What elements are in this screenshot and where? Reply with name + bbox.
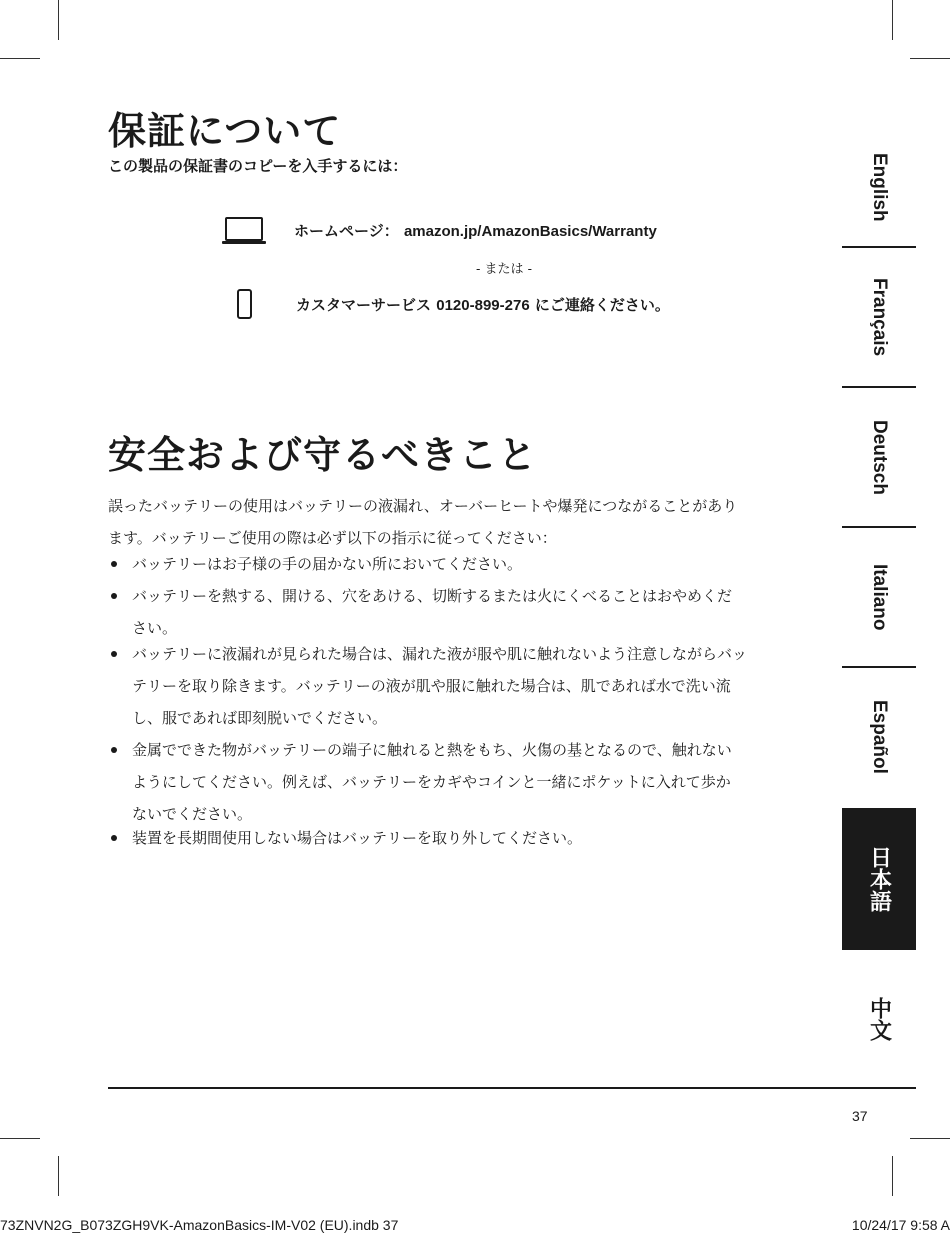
bullet-line: バッテリーを熱する、開ける、穴をあける、切断するまたは火にくべることはおやめくだ xyxy=(132,587,733,605)
crop-mark xyxy=(0,1138,40,1139)
lang-tab-chinese[interactable] xyxy=(842,960,916,1078)
lang-tab-espanol[interactable] xyxy=(842,668,916,806)
bullet-item xyxy=(108,734,808,830)
crop-mark xyxy=(0,58,40,59)
lang-tab-label: Français xyxy=(869,277,890,357)
bullet-line: ようにしてください。例えば、バッテリーをカギやコインと一緒にポケットに入れて歩か xyxy=(132,773,731,791)
bullet-item xyxy=(108,548,808,580)
print-slug-date: 10/24/17 9:58 A xyxy=(851,1217,950,1233)
phone-row xyxy=(222,286,670,322)
bullet-dot xyxy=(111,835,117,841)
footer-rule xyxy=(108,1087,916,1089)
lang-tab-label: Italiano xyxy=(869,563,890,631)
lang-tab-deutsch[interactable] xyxy=(842,388,916,526)
crop-mark xyxy=(58,1156,59,1196)
bullet-line: さい。 xyxy=(132,619,178,637)
safety-title: 安全および守るべきこと xyxy=(108,432,538,477)
lang-tab-label: English xyxy=(869,152,890,222)
safety-intro xyxy=(108,490,808,554)
lang-tab-label: 日本語 xyxy=(866,846,892,912)
lang-tab-italiano[interactable] xyxy=(842,528,916,666)
bullet-line: し、服であれば即刻脱いでください。 xyxy=(132,709,388,727)
bullet-item xyxy=(108,822,808,854)
homepage-url[interactable]: amazon.jp/AmazonBasics/Warranty xyxy=(403,222,657,240)
lang-tab-label: Deutsch xyxy=(869,419,890,495)
safety-bullet-list xyxy=(108,580,808,644)
bullet-dot xyxy=(111,651,117,657)
lang-tab-label: 中文 xyxy=(866,997,892,1041)
lang-tab-japanese[interactable] xyxy=(842,808,916,950)
bullet-line: 金属でできた物がバッテリーの端子に触れると熱をもち、火傷の基となるので、触れない xyxy=(132,741,732,759)
bullet-dot xyxy=(111,561,117,567)
bullet-line: バッテリーに液漏れが見られた場合は、漏れた液が服や肌に触れないよう注意しながらバッ xyxy=(132,645,748,663)
phone-suffix: にご連絡ください。 xyxy=(534,295,670,314)
crop-mark xyxy=(910,58,950,59)
or-separator: - または - xyxy=(476,262,533,277)
crop-mark xyxy=(58,0,59,40)
phone-prefix: カスタマーサービス xyxy=(296,295,432,314)
bullet-line: テリーを取り除きます。バッテリーの液が肌や服に触れた場合は、肌であれば水で洗い流 xyxy=(132,677,731,695)
bullet-dot xyxy=(111,593,117,599)
homepage-row xyxy=(222,212,657,248)
bullet-line: ないでください。 xyxy=(132,805,253,823)
homepage-label: ホームページ： xyxy=(294,221,399,240)
safety-bullet-list xyxy=(108,638,808,734)
page-number: 37 xyxy=(852,1108,868,1124)
lang-tab-english[interactable] xyxy=(842,128,916,246)
warranty-title: 保証について xyxy=(108,108,342,153)
intro-line: ます。バッテリーご使用の際は必ず以下の指示に従ってください： xyxy=(108,529,557,547)
phone-text xyxy=(296,294,670,315)
phone-icon xyxy=(237,289,252,319)
bullet-item xyxy=(108,580,808,644)
print-slug-file: 73ZNVN2G_B073ZGH9VK-AmazonBasics-IM-V02 (EU).indb 37 xyxy=(0,1217,399,1233)
phone-number: 0120-899-276 xyxy=(436,296,530,314)
bullet-line: 装置を長期間使用しない場合はバッテリーを取り外してください。 xyxy=(132,829,583,847)
homepage-text xyxy=(294,220,657,241)
bullet-line: バッテリーはお子様の手の届かない所においてください。 xyxy=(132,555,523,573)
bullet-dot xyxy=(111,747,117,753)
warranty-subtitle: この製品の保証書のコピーを入手するには： xyxy=(108,157,408,175)
crop-mark xyxy=(892,0,893,40)
safety-bullet-list xyxy=(108,734,808,830)
safety-bullet-list xyxy=(108,822,808,854)
bullet-item xyxy=(108,638,808,734)
safety-bullet-list xyxy=(108,548,808,580)
lang-tab-francais[interactable] xyxy=(842,248,916,386)
crop-mark xyxy=(910,1138,950,1139)
crop-mark xyxy=(892,1156,893,1196)
laptop-icon xyxy=(222,215,266,245)
lang-tab-label: Español xyxy=(869,700,890,774)
intro-line: 誤ったバッテリーの使用はバッテリーの液漏れ、オーバーヒートや爆発につながることがあり xyxy=(108,497,738,515)
